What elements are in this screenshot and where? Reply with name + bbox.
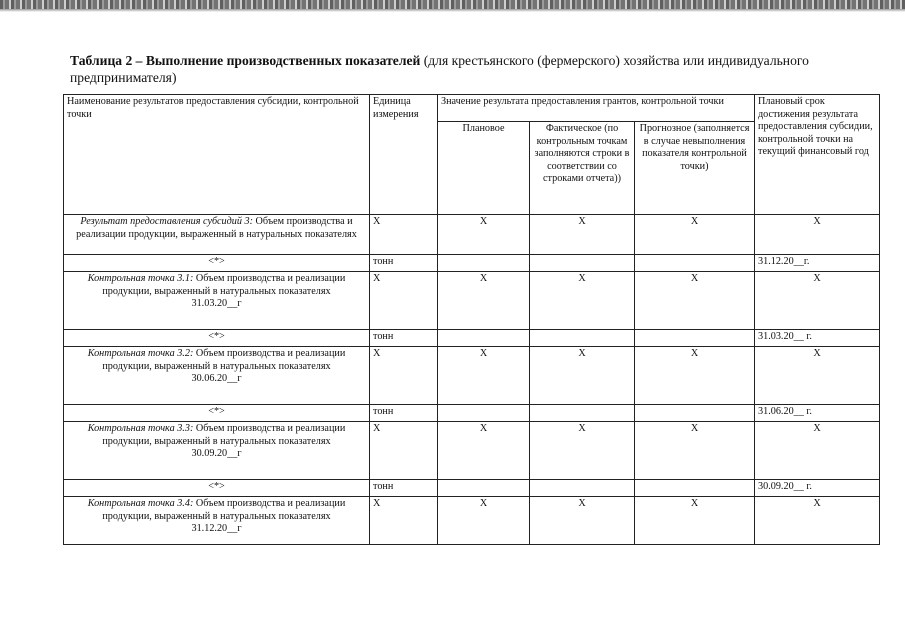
star-row	[64, 330, 880, 347]
star-planned	[438, 480, 530, 497]
cell-actual: Х	[530, 272, 635, 330]
star-label: <*>	[64, 405, 370, 422]
header-unit: Единица измерения	[370, 95, 438, 215]
cell-forecast: Х	[635, 422, 755, 480]
star-forecast	[635, 330, 755, 347]
star-row	[64, 255, 880, 272]
header-planned: Плановое	[438, 122, 530, 215]
cell-planned: Х	[438, 347, 530, 405]
header-actual: Фактическое (по контрольным точкам заполняются строки в соответствии со строками отчета))	[530, 122, 635, 215]
cell-forecast: Х	[635, 272, 755, 330]
cell-deadline: Х	[755, 272, 880, 330]
star-planned	[438, 330, 530, 347]
star-row	[64, 405, 880, 422]
cell-actual: Х	[530, 422, 635, 480]
star-unit: тонн	[370, 405, 438, 422]
cell-unit: Х	[370, 272, 438, 330]
row-label-italic: Контрольная точка 3.4:	[87, 498, 194, 509]
checkpoint-row	[64, 497, 880, 545]
star-label: <*>	[64, 480, 370, 497]
star-forecast	[635, 405, 755, 422]
star-planned	[438, 405, 530, 422]
scan-edge-fade	[0, 9, 905, 12]
cell-planned: Х	[438, 497, 530, 545]
star-deadline: 31.06.20__ г.	[755, 405, 880, 422]
row-label-italic: Контрольная точка 3.2:	[87, 348, 194, 359]
star-row	[64, 480, 880, 497]
table-title	[70, 52, 830, 86]
row-label-italic: Контрольная точка 3.3:	[87, 423, 194, 434]
cell-planned: Х	[438, 272, 530, 330]
cell-actual: Х	[530, 497, 635, 545]
row-label	[64, 272, 370, 330]
star-unit: тонн	[370, 480, 438, 497]
cell-planned: Х	[438, 422, 530, 480]
cell-planned: Х	[438, 215, 530, 255]
row-label-text: Объем производства и реализации продукции, выраженный в натуральных показателях	[76, 216, 357, 240]
cell-unit: Х	[370, 422, 438, 480]
result-row	[64, 215, 880, 255]
cell-actual: Х	[530, 215, 635, 255]
star-unit: тонн	[370, 255, 438, 272]
header-name: Наименование результатов предоставления субсидии, контрольной точки	[64, 95, 370, 215]
star-unit: тонн	[370, 330, 438, 347]
row-label-date: 30.06.20__г	[191, 373, 242, 385]
cell-deadline: Х	[755, 215, 880, 255]
star-deadline: 31.12.20__г.	[755, 255, 880, 272]
scan-edge-artifact	[0, 0, 905, 9]
header-row	[64, 95, 880, 122]
cell-forecast: Х	[635, 497, 755, 545]
star-label: <*>	[64, 330, 370, 347]
row-label-date: 31.03.20__г	[191, 298, 242, 310]
cell-deadline: Х	[755, 347, 880, 405]
cell-unit: Х	[370, 347, 438, 405]
star-label: <*>	[64, 255, 370, 272]
star-deadline: 31.03.20__ г.	[755, 330, 880, 347]
cell-deadline: Х	[755, 497, 880, 545]
header-deadline: Плановый срок достижения результата предоставления субсидии, контрольной точки на текущий финансовый год	[755, 95, 880, 215]
row-label-date: 31.12.20__г	[191, 523, 242, 535]
row-label-italic: Контрольная точка 3.1:	[87, 273, 194, 284]
row-label	[64, 422, 370, 480]
star-actual	[530, 405, 635, 422]
star-deadline: 30.09.20__ г.	[755, 480, 880, 497]
checkpoint-row	[64, 347, 880, 405]
cell-forecast: Х	[635, 215, 755, 255]
checkpoint-row	[64, 422, 880, 480]
star-actual	[530, 330, 635, 347]
row-label	[64, 215, 370, 255]
header-value-group: Значение результата предоставления грантов, контрольной точки	[438, 95, 755, 122]
table-title-rest: (для крестьянского (фермерского) хозяйства или индивидуального предпринимателя)	[70, 53, 809, 85]
row-label-date: 30.09.20__г	[191, 448, 242, 460]
cell-deadline: Х	[755, 422, 880, 480]
row-label-italic: Результат предоставления субсидий 3:	[80, 216, 253, 227]
star-planned	[438, 255, 530, 272]
header-forecast: Прогнозное (заполняется в случае невыполнения показателя контрольной точки)	[635, 122, 755, 215]
cell-unit: Х	[370, 497, 438, 545]
row-label	[64, 347, 370, 405]
table-title-bold: Таблица 2 – Выполнение производственных показателей	[70, 53, 421, 68]
checkpoint-row	[64, 272, 880, 330]
row-label-text: Объем производства и реализации продукции, выраженный в натуральных показателях	[102, 348, 346, 372]
cell-actual: Х	[530, 347, 635, 405]
star-actual	[530, 255, 635, 272]
row-label	[64, 497, 370, 545]
cell-forecast: Х	[635, 347, 755, 405]
row-label-text: Объем производства и реализации продукции, выраженный в натуральных показателях	[102, 273, 346, 297]
star-actual	[530, 480, 635, 497]
cell-unit: Х	[370, 215, 438, 255]
row-label-text: Объем производства и реализации продукции, выраженный в натуральных показателях	[102, 498, 346, 522]
row-label-text: Объем производства и реализации продукции, выраженный в натуральных показателях	[102, 423, 346, 447]
star-forecast	[635, 255, 755, 272]
production-indicators-table	[63, 94, 880, 545]
star-forecast	[635, 480, 755, 497]
